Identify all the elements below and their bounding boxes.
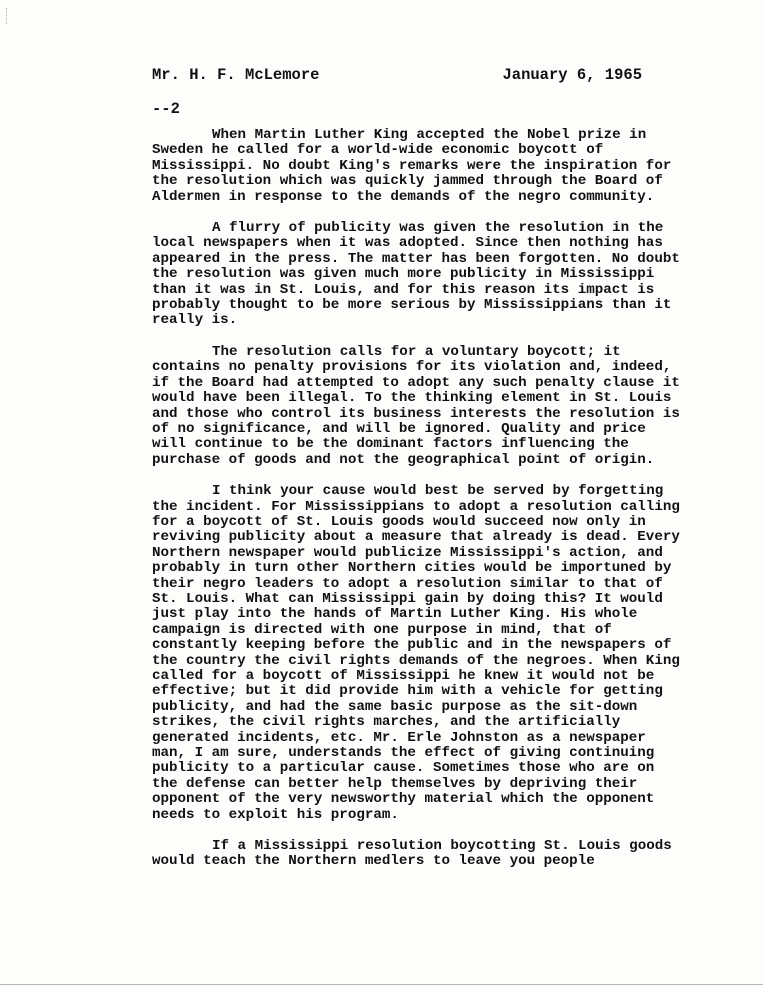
paragraph: A flurry of publicity was given the resolution in the local newspapers when it was adopted. Since then nothing has appeared in the press. The matter has been forgotten. No doubt the resolution was given much more publicity in Mississippi than it was in St. Louis, and for this reason its impact is probably thought to be more serious by Mississippians than it really is. — [152, 220, 680, 329]
letter-body — [152, 128, 688, 886]
scan-edge-line — [0, 984, 763, 985]
letter-header — [152, 66, 642, 86]
paragraph: If a Mississippi resolution boycotting St. Louis goods would teach the Northern medlers to leave you people — [152, 838, 672, 870]
recipient-name: Mr. H. F. McLemore — [152, 66, 320, 84]
paragraph: When Martin Luther King accepted the Nobel prize in Sweden he called for a world-wide economic boycott of Mississippi. No doubt King's remarks were the inspiration for the resolution which was quickly jammed through the Board of Aldermen in response to the demands of the negro community. — [152, 127, 672, 205]
letter-date: January 6, 1965 — [502, 66, 642, 84]
paragraph: The resolution calls for a voluntary boycott; it contains no penalty provisions for its violation and, indeed, if the Board had attempted to adopt any such penalty clause it would have been illegal. To the thinking element in St. Louis and those who control its business interests the resolution is of no significance, and will be ignored. Quality and price will continue to be the dominant factors influencing the purchase of goods and not the geographical point of origin. — [152, 343, 680, 468]
scan-mark — [6, 8, 13, 24]
page-number: --2 — [152, 100, 180, 118]
paragraph: I think your cause would best be served by forgetting the incident. For Mississippians to adopt a resolution calling for a boycott of St. Louis goods would succeed now only in reviving publicity about a measure that already is dead. Every Northern newspaper would publicize Mississippi's action, and probably in turn other Northern cities would be importuned by their negro leaders to adopt a resolution similar to that of St. Louis. What can Mississippi gain by doing this? It would just play into the hands of Martin Luther King. His whole campaign is directed with one purpose in mind, that of constantly keeping before the public and in the newspapers of the country the civil rights demands of the negroes. When King called for a boycott of Mississippi he knew it would not be effective; but it did provide him with a vehicle for getting publicity, and had the same basic purpose as the sit-down strikes, the civil rights marches, and the artificially generated incidents, etc. Mr. Erle Johnston as a newspaper man, I am sure, understands the effect of giving continuing publicity to a particular cause. Sometimes those who are on the defense can better help themselves by depriving their opponent of the very newsworthy material which the opponent needs to exploit his program. — [152, 483, 680, 823]
